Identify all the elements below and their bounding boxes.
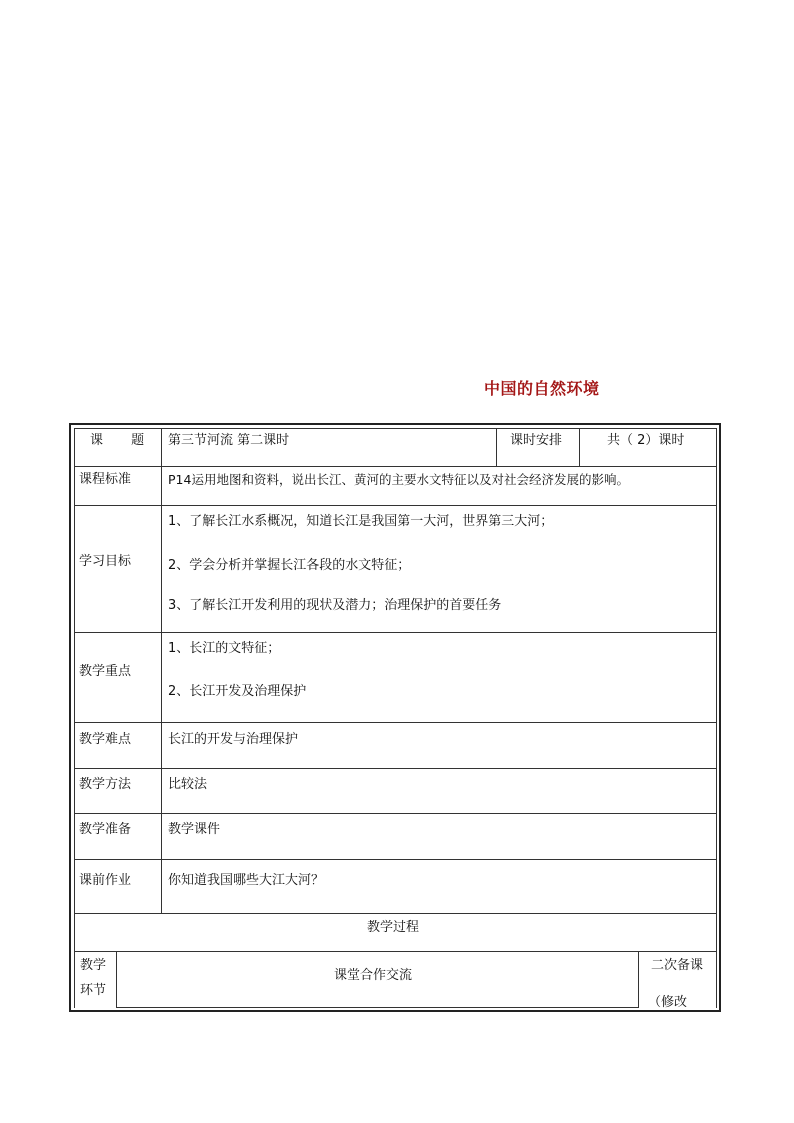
goal-item: 2、学会分析并掌握长江各段的水文特征； [168,558,411,573]
table-rule [116,1007,638,1008]
prep-text: 教学课件 [168,822,221,837]
table-rule [74,632,716,633]
process-stage-label: 环节 [80,983,107,998]
schedule-value: 共（ 2）课时 [607,433,685,448]
table-rule [74,913,716,914]
table-rule [74,428,75,1008]
difficulty-label: 教学难点 [79,732,132,747]
subject-value: 第三节河流 第二课时 [168,433,290,448]
method-text: 比较法 [168,777,208,792]
standard-label: 课程标准 [79,472,132,487]
key-point-item: 2、长江开发及治理保护 [168,684,307,699]
table-rule [74,813,716,814]
table-rule [74,951,716,952]
difficulty-text: 长江的开发与治理保护 [168,732,299,747]
process-heading: 教学过程 [367,920,420,935]
table-rule [74,505,716,506]
key-points-label: 教学重点 [79,664,132,679]
schedule-label: 课时安排 [510,433,563,448]
table-rule [496,428,497,466]
table-rule [579,428,580,466]
goal-item: 1、了解长江水系概况，知道长江是我国第一大河，世界第三大河； [168,514,554,529]
process-activity-label: 课堂合作交流 [334,968,413,983]
subject-label [90,433,144,449]
homework-text: 你知道我国哪些大江大河？ [168,873,325,888]
table-rule [74,428,716,429]
goals-label: 学习目标 [79,554,132,569]
table-rule [74,859,716,860]
process-revision-label: 二次备课 [651,958,704,973]
table-rule [638,951,639,1008]
standard-text: P14运用地图和资料，说出长江、黄河的主要水文特征以及对社会经济发展的影响。 [168,472,629,487]
table-rule [74,722,716,723]
subject-label-part: 题 [131,433,145,448]
method-label: 教学方法 [79,777,132,792]
process-revision-label: （修改 [648,995,688,1010]
subject-label-part: 课 [90,433,104,448]
goal-item: 3、了解长江开发利用的现状及潜力；治理保护的首要任务 [168,598,502,613]
prep-label: 教学准备 [79,822,132,837]
table-rule [116,951,117,1008]
table-rule [74,768,716,769]
document-title: 中国的自然环境 [484,379,600,398]
table-rule [716,428,717,1008]
table-rule [161,428,162,913]
homework-label: 课前作业 [79,873,132,888]
table-rule [74,466,716,467]
key-point-item: 1、长江的文特征； [168,641,281,656]
process-stage-label: 教学 [80,958,107,973]
